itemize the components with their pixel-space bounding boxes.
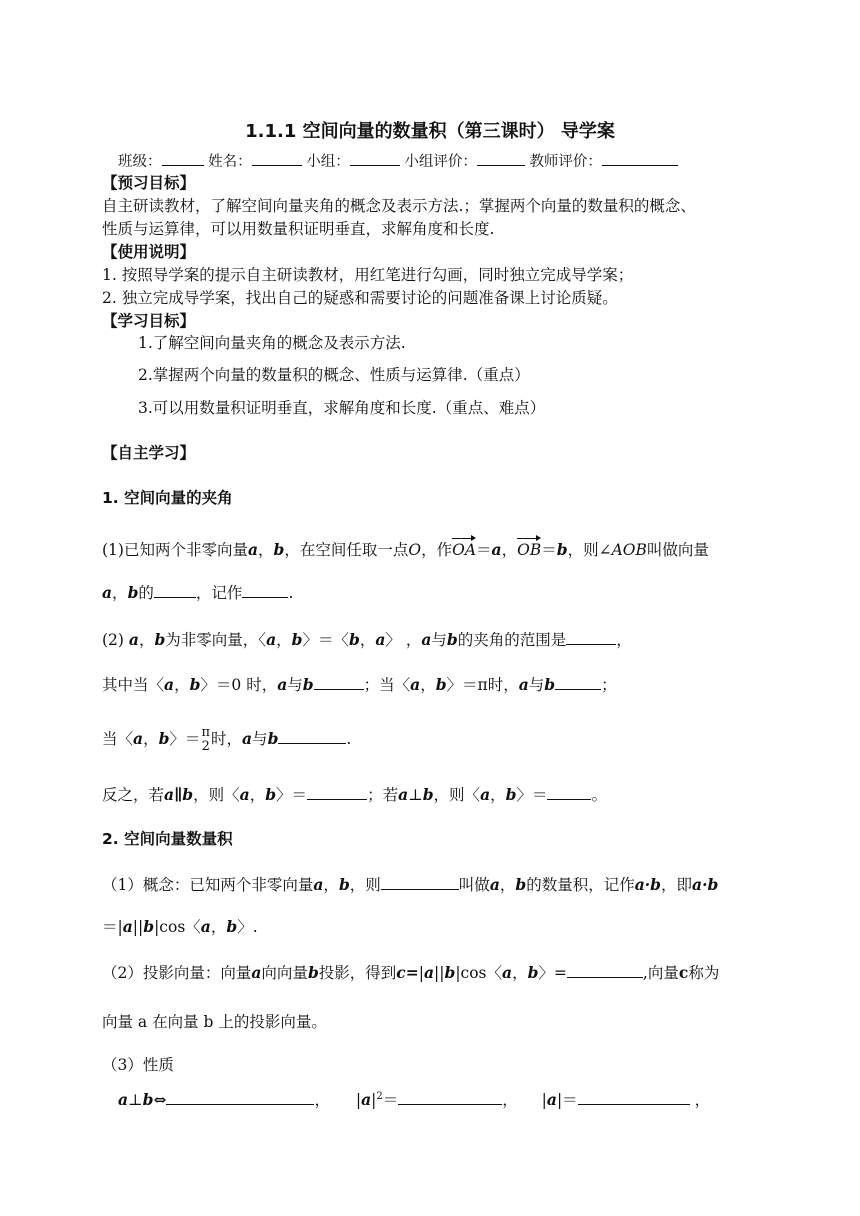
text-fragment: . <box>288 584 294 602</box>
text-fragment: b <box>307 963 319 982</box>
text-fragment: 与 <box>287 676 303 694</box>
text-fragment: a <box>122 917 133 936</box>
text-fragment: 2 <box>201 739 210 754</box>
text-fragment: |cos〈 <box>154 918 201 936</box>
s1-p1-line2 <box>102 583 293 603</box>
text-fragment: ， <box>138 631 155 649</box>
text-fragment: ＝| <box>102 918 123 936</box>
text-fragment: 的 <box>138 584 154 602</box>
info-line <box>118 151 678 172</box>
text-fragment: 叫做 <box>458 876 490 894</box>
s2-concept-line1 <box>102 875 718 895</box>
preview-line-1: 自主研读教材，了解空间向量夹角的概念及表示方法.；掌握两个向量的数量积的概念、 <box>102 197 696 215</box>
text-fragment: b <box>505 785 517 804</box>
text-fragment: a <box>133 729 144 748</box>
text-fragment: ⊥ <box>408 786 423 804</box>
text-fragment: ， <box>314 1091 330 1110</box>
text-fragment: ， <box>276 631 292 649</box>
blank-angle-half-pi[interactable] <box>278 729 346 744</box>
vector-oa: OA <box>452 541 477 559</box>
text-fragment: a <box>546 1090 557 1110</box>
blank-parallel-angle[interactable] <box>307 785 367 800</box>
s1-p1-line1 <box>102 540 709 560</box>
section-2-heading: 2. 空间向量数量积 <box>102 830 233 848</box>
text-fragment: |＝ <box>556 1091 578 1110</box>
preview-line-2: 性质与运算律，可以用数量积证明垂直，求解角度和长度. <box>102 220 495 238</box>
text-fragment: ＝ <box>541 541 557 559</box>
text-fragment: b <box>158 729 170 748</box>
class-label: 班级： <box>118 154 162 170</box>
text-fragment: c= <box>396 963 419 982</box>
text-fragment: ， <box>323 876 339 894</box>
text-fragment: π <box>201 725 210 740</box>
text-fragment: b <box>527 963 539 982</box>
text-fragment: b <box>182 785 194 804</box>
text-fragment: 〉＝〈 <box>302 631 349 649</box>
blank-magnitude[interactable] <box>578 1090 690 1105</box>
text-fragment: ， <box>258 541 274 559</box>
text-fragment: ,向量 <box>642 964 679 982</box>
blank-angle-name[interactable] <box>154 583 196 598</box>
text-fragment: 向向量 <box>261 964 308 982</box>
text-fragment: a <box>421 630 432 649</box>
text-fragment: c <box>678 963 689 982</box>
text-fragment: a <box>361 1090 372 1110</box>
text-fragment: ＝ <box>382 1091 399 1110</box>
goal-item-1: 1.了解空间向量夹角的概念及表示方法. <box>138 334 406 352</box>
text-fragment: ， <box>112 584 128 602</box>
text-fragment: 时， <box>210 730 242 748</box>
text-fragment: 〉＝ <box>276 786 308 804</box>
text-fragment: 投影，得到 <box>318 964 397 982</box>
blank-dot-product-def[interactable] <box>381 875 459 890</box>
text-fragment: 〉＝ <box>169 730 201 748</box>
text-fragment: b <box>556 540 568 559</box>
blank-angle-notation[interactable] <box>242 583 288 598</box>
text-fragment: ， <box>616 631 632 649</box>
text-fragment: （1）概念：已知两个非零向量 <box>102 876 314 894</box>
s1-p3 <box>102 675 617 695</box>
section-1-heading: 1. 空间向量的夹角 <box>102 489 233 507</box>
s2-property-line <box>118 1087 710 1110</box>
text-fragment: ，则〈 <box>433 786 481 804</box>
text-fragment: 称为 <box>688 964 720 982</box>
blank-angle-pi[interactable] <box>555 675 601 690</box>
text-fragment: ， <box>359 631 376 649</box>
s1-p5 <box>102 785 607 805</box>
text-fragment: b <box>446 630 458 649</box>
text-fragment: b <box>348 630 360 649</box>
text-fragment: ； <box>601 676 617 694</box>
s2-projection-line2: 向量 a 在向量 b 上的投影向量。 <box>102 1013 327 1031</box>
text-fragment: ，在空间任取一点 <box>284 541 409 559</box>
text-fragment: b <box>189 675 201 694</box>
text-fragment: a <box>480 785 491 804</box>
text-fragment: 为非零向量，〈 <box>165 631 267 649</box>
text-fragment: ，则〈 <box>193 786 240 804</box>
text-fragment: 〉. <box>237 918 258 936</box>
text-fragment: ；若 <box>367 786 399 804</box>
text-fragment: a <box>266 630 277 649</box>
text-fragment: (1)已知两个非零向量 <box>102 541 248 559</box>
text-fragment: b <box>127 583 139 602</box>
text-fragment: b <box>226 917 238 936</box>
group-eval-label: 小组评价： <box>404 154 477 170</box>
text-fragment: ， <box>512 964 528 982</box>
usage-item-1: 1. 按照导学案的提示自主研读教材，用红笔进行勾画，同时独立完成导学案； <box>102 266 634 284</box>
text-fragment: a <box>251 963 262 982</box>
text-fragment: 2 <box>376 1091 383 1102</box>
text-fragment: b <box>142 1090 154 1110</box>
text-fragment: ，记作 <box>195 584 243 602</box>
text-fragment: b <box>435 675 447 694</box>
blank-angle-zero[interactable] <box>314 675 364 690</box>
text-fragment: a <box>102 583 113 602</box>
text-fragment: 叫做向量 <box>646 541 709 559</box>
teacher-eval-label: 教师评价： <box>529 154 602 170</box>
text-fragment: ， <box>499 876 516 894</box>
text-fragment: a <box>277 675 288 694</box>
text-fragment: 〉 ， <box>385 631 422 649</box>
text-fragment: ；当〈 <box>363 676 411 694</box>
text-fragment: |cos〈 <box>455 964 503 982</box>
text-fragment: 当〈 <box>102 730 134 748</box>
text-fragment: ∥ <box>174 785 183 804</box>
spacer: | <box>418 964 424 982</box>
text-fragment: b <box>291 630 303 649</box>
text-fragment: b <box>302 675 314 694</box>
text-fragment: b <box>422 785 434 804</box>
text-fragment: b <box>515 875 527 894</box>
text-fragment: ⇔ <box>153 1090 167 1110</box>
blank-projection[interactable] <box>567 963 643 978</box>
text-fragment: b <box>267 729 279 748</box>
text-fragment: a <box>410 675 421 694</box>
s2-projection-line1 <box>102 963 719 983</box>
text-fragment: b <box>265 785 277 804</box>
preview-heading: 【预习目标】 <box>102 174 196 192</box>
text-fragment: . <box>346 730 352 748</box>
text-fragment: b <box>154 630 166 649</box>
blank-perp-condition[interactable] <box>166 1090 314 1105</box>
text-fragment: ， <box>420 676 436 694</box>
self-study-heading: 【自主学习】 <box>102 444 196 462</box>
text-fragment: a <box>313 875 324 894</box>
text-fragment: ＝ <box>476 541 492 559</box>
group-eval-field[interactable] <box>477 151 525 166</box>
text-fragment: a <box>423 963 435 982</box>
s1-p4 <box>102 726 351 754</box>
text-fragment: 反之，若 <box>102 786 165 804</box>
usage-heading: 【使用说明】 <box>102 243 196 261</box>
text-fragment: O <box>408 541 422 559</box>
usage-item-2: 2. 独立完成导学案，找出自己的疑惑和需要讨论的问题准备课上讨论质疑。 <box>102 289 618 307</box>
text-fragment: ，则 <box>349 876 381 894</box>
text-fragment: a <box>375 630 386 649</box>
text-fragment: ， <box>174 676 190 694</box>
text-fragment: a <box>242 729 253 748</box>
text-fragment: a <box>128 630 139 649</box>
text-fragment: 〉＝0 时， <box>200 676 278 694</box>
text-fragment: 。 <box>591 786 607 804</box>
page-title: 1.1.1 空间向量的数量积（第三课时） 导学案 <box>245 121 615 142</box>
text-fragment: a <box>502 963 513 982</box>
text-fragment: a <box>398 785 409 804</box>
blank-angle-range[interactable] <box>566 630 616 645</box>
goals-heading: 【学习目标】 <box>102 312 196 330</box>
class-field[interactable] <box>162 151 204 166</box>
blank-perp-angle[interactable] <box>547 785 591 800</box>
teacher-eval-field[interactable] <box>602 151 678 166</box>
text-fragment: a <box>200 917 211 936</box>
text-fragment: | <box>355 1091 362 1110</box>
text-fragment: 其中当〈 <box>102 676 165 694</box>
text-fragment: 的夹角的范围是 <box>457 631 567 649</box>
pi-over-two <box>201 726 210 754</box>
text-fragment: a <box>239 785 250 804</box>
text-fragment: 与 <box>528 676 545 694</box>
text-fragment: ， <box>502 1091 518 1110</box>
name-label: 姓名： <box>208 154 252 170</box>
text-fragment: a <box>247 540 259 559</box>
text-fragment: 与 <box>252 730 268 748</box>
s2-concept-line2 <box>102 917 258 937</box>
text-fragment: a <box>118 1090 129 1110</box>
text-fragment: ， <box>210 918 227 936</box>
text-fragment: ，即 <box>661 876 693 894</box>
text-fragment: b <box>273 540 285 559</box>
text-fragment: ， <box>143 730 159 748</box>
text-fragment: 的数量积，记作 <box>526 876 635 894</box>
text-fragment: ， <box>501 541 518 559</box>
text-fragment: a·b <box>634 875 662 894</box>
text-fragment: b <box>544 675 556 694</box>
text-fragment: | <box>541 1091 547 1110</box>
text-fragment: | <box>371 1091 377 1110</box>
text-fragment: （2）投影向量：向量 <box>102 964 252 982</box>
goal-item-2: 2.掌握两个向量的数量积的概念、性质与运算律.（重点） <box>138 366 530 384</box>
text-fragment: a <box>489 875 500 894</box>
text-fragment: a <box>518 675 529 694</box>
text-fragment: 〉= <box>538 964 567 982</box>
text-fragment: ， <box>694 1091 711 1110</box>
text-fragment: ，作 <box>421 541 453 559</box>
text-fragment: b <box>338 875 350 894</box>
blank-square-magnitude[interactable] <box>398 1090 502 1105</box>
text-fragment: a <box>164 785 175 804</box>
s1-p2 <box>102 630 632 650</box>
vector-ob: OB <box>517 541 542 559</box>
text-fragment: ， <box>490 786 506 804</box>
text-fragment: || <box>132 918 144 936</box>
s2-property-heading: （3）性质 <box>102 1056 174 1074</box>
text-fragment: a <box>491 540 502 559</box>
text-fragment: (2) <box>102 631 129 649</box>
text-fragment: ， <box>249 786 266 804</box>
text-fragment: ，则∠ <box>567 541 612 559</box>
text-fragment: a <box>164 675 175 694</box>
text-fragment: AOB <box>611 541 647 559</box>
group-label: 小组： <box>306 154 350 170</box>
text-fragment: 〉＝π时， <box>446 676 519 694</box>
text-fragment: b <box>143 917 155 936</box>
text-fragment: || <box>434 964 445 982</box>
text-fragment: 与 <box>431 631 447 649</box>
group-field[interactable] <box>350 151 400 166</box>
text-fragment: b <box>444 963 456 982</box>
name-field[interactable] <box>252 151 302 166</box>
text-fragment: a·b <box>692 875 719 894</box>
text-fragment: ⊥ <box>128 1091 143 1110</box>
text-fragment: 〉＝ <box>516 786 548 804</box>
goal-item-3: 3.可以用数量积证明垂直，求解角度和长度.（重点、难点） <box>138 399 546 417</box>
